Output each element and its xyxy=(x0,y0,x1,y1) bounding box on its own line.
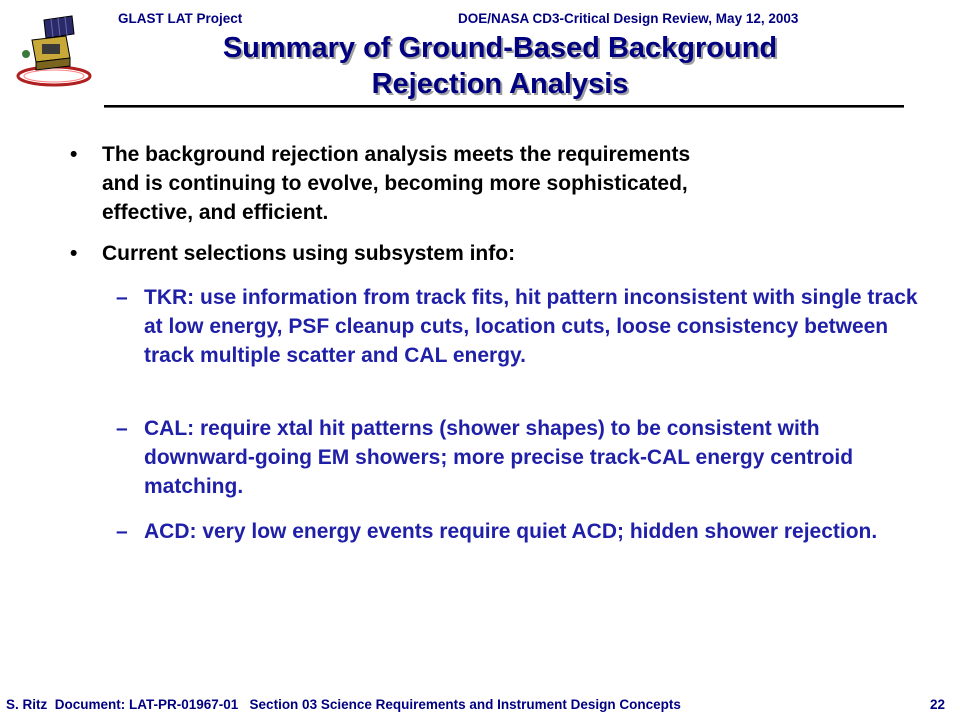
bullet-mark: • xyxy=(70,143,78,166)
subbullet-mark: – xyxy=(116,417,128,440)
title-line-1: Summary of Ground-Based Background xyxy=(222,32,778,64)
bullet-text: Current selections using subsystem info: xyxy=(102,242,516,265)
title-line-2: Rejection Analysis xyxy=(371,68,629,100)
subbullet-text: CAL: require xtal hit patterns (shower shapes) to be consistent with downward-going EM showers; more precise track-CAL energy centroid matching. xyxy=(144,417,854,498)
title-divider xyxy=(104,105,904,108)
header-review: DOE/NASA CD3-Critical Design Review, May 12, 2003 xyxy=(458,11,799,26)
slide-title xyxy=(150,30,850,102)
glast-satellite-icon xyxy=(14,14,96,88)
subbullet-mark: – xyxy=(116,286,128,309)
bullet-mark: • xyxy=(70,242,78,265)
footer-info: S. Ritz Document: LAT-PR-01967-01 Section 03 Science Requirements and Instrument Design Concepts xyxy=(6,697,681,712)
header-project: GLAST LAT Project xyxy=(118,11,243,26)
subbullet-text: ACD: very low energy events require quiet ACD; hidden shower rejection. xyxy=(144,520,878,543)
bullet-text: The background rejection analysis meets the requirements and is continuing to evolve, becoming more sophisticated, effective, and efficient. xyxy=(102,143,691,224)
subbullet-text: TKR: use information from track fits, hit pattern inconsistent with single track at low energy, PSF cleanup cuts, location cuts, loose consistency between track multiple scatter and CAL energy. xyxy=(144,286,918,367)
subbullet-mark: – xyxy=(116,520,128,543)
page-number: 22 xyxy=(930,697,946,712)
